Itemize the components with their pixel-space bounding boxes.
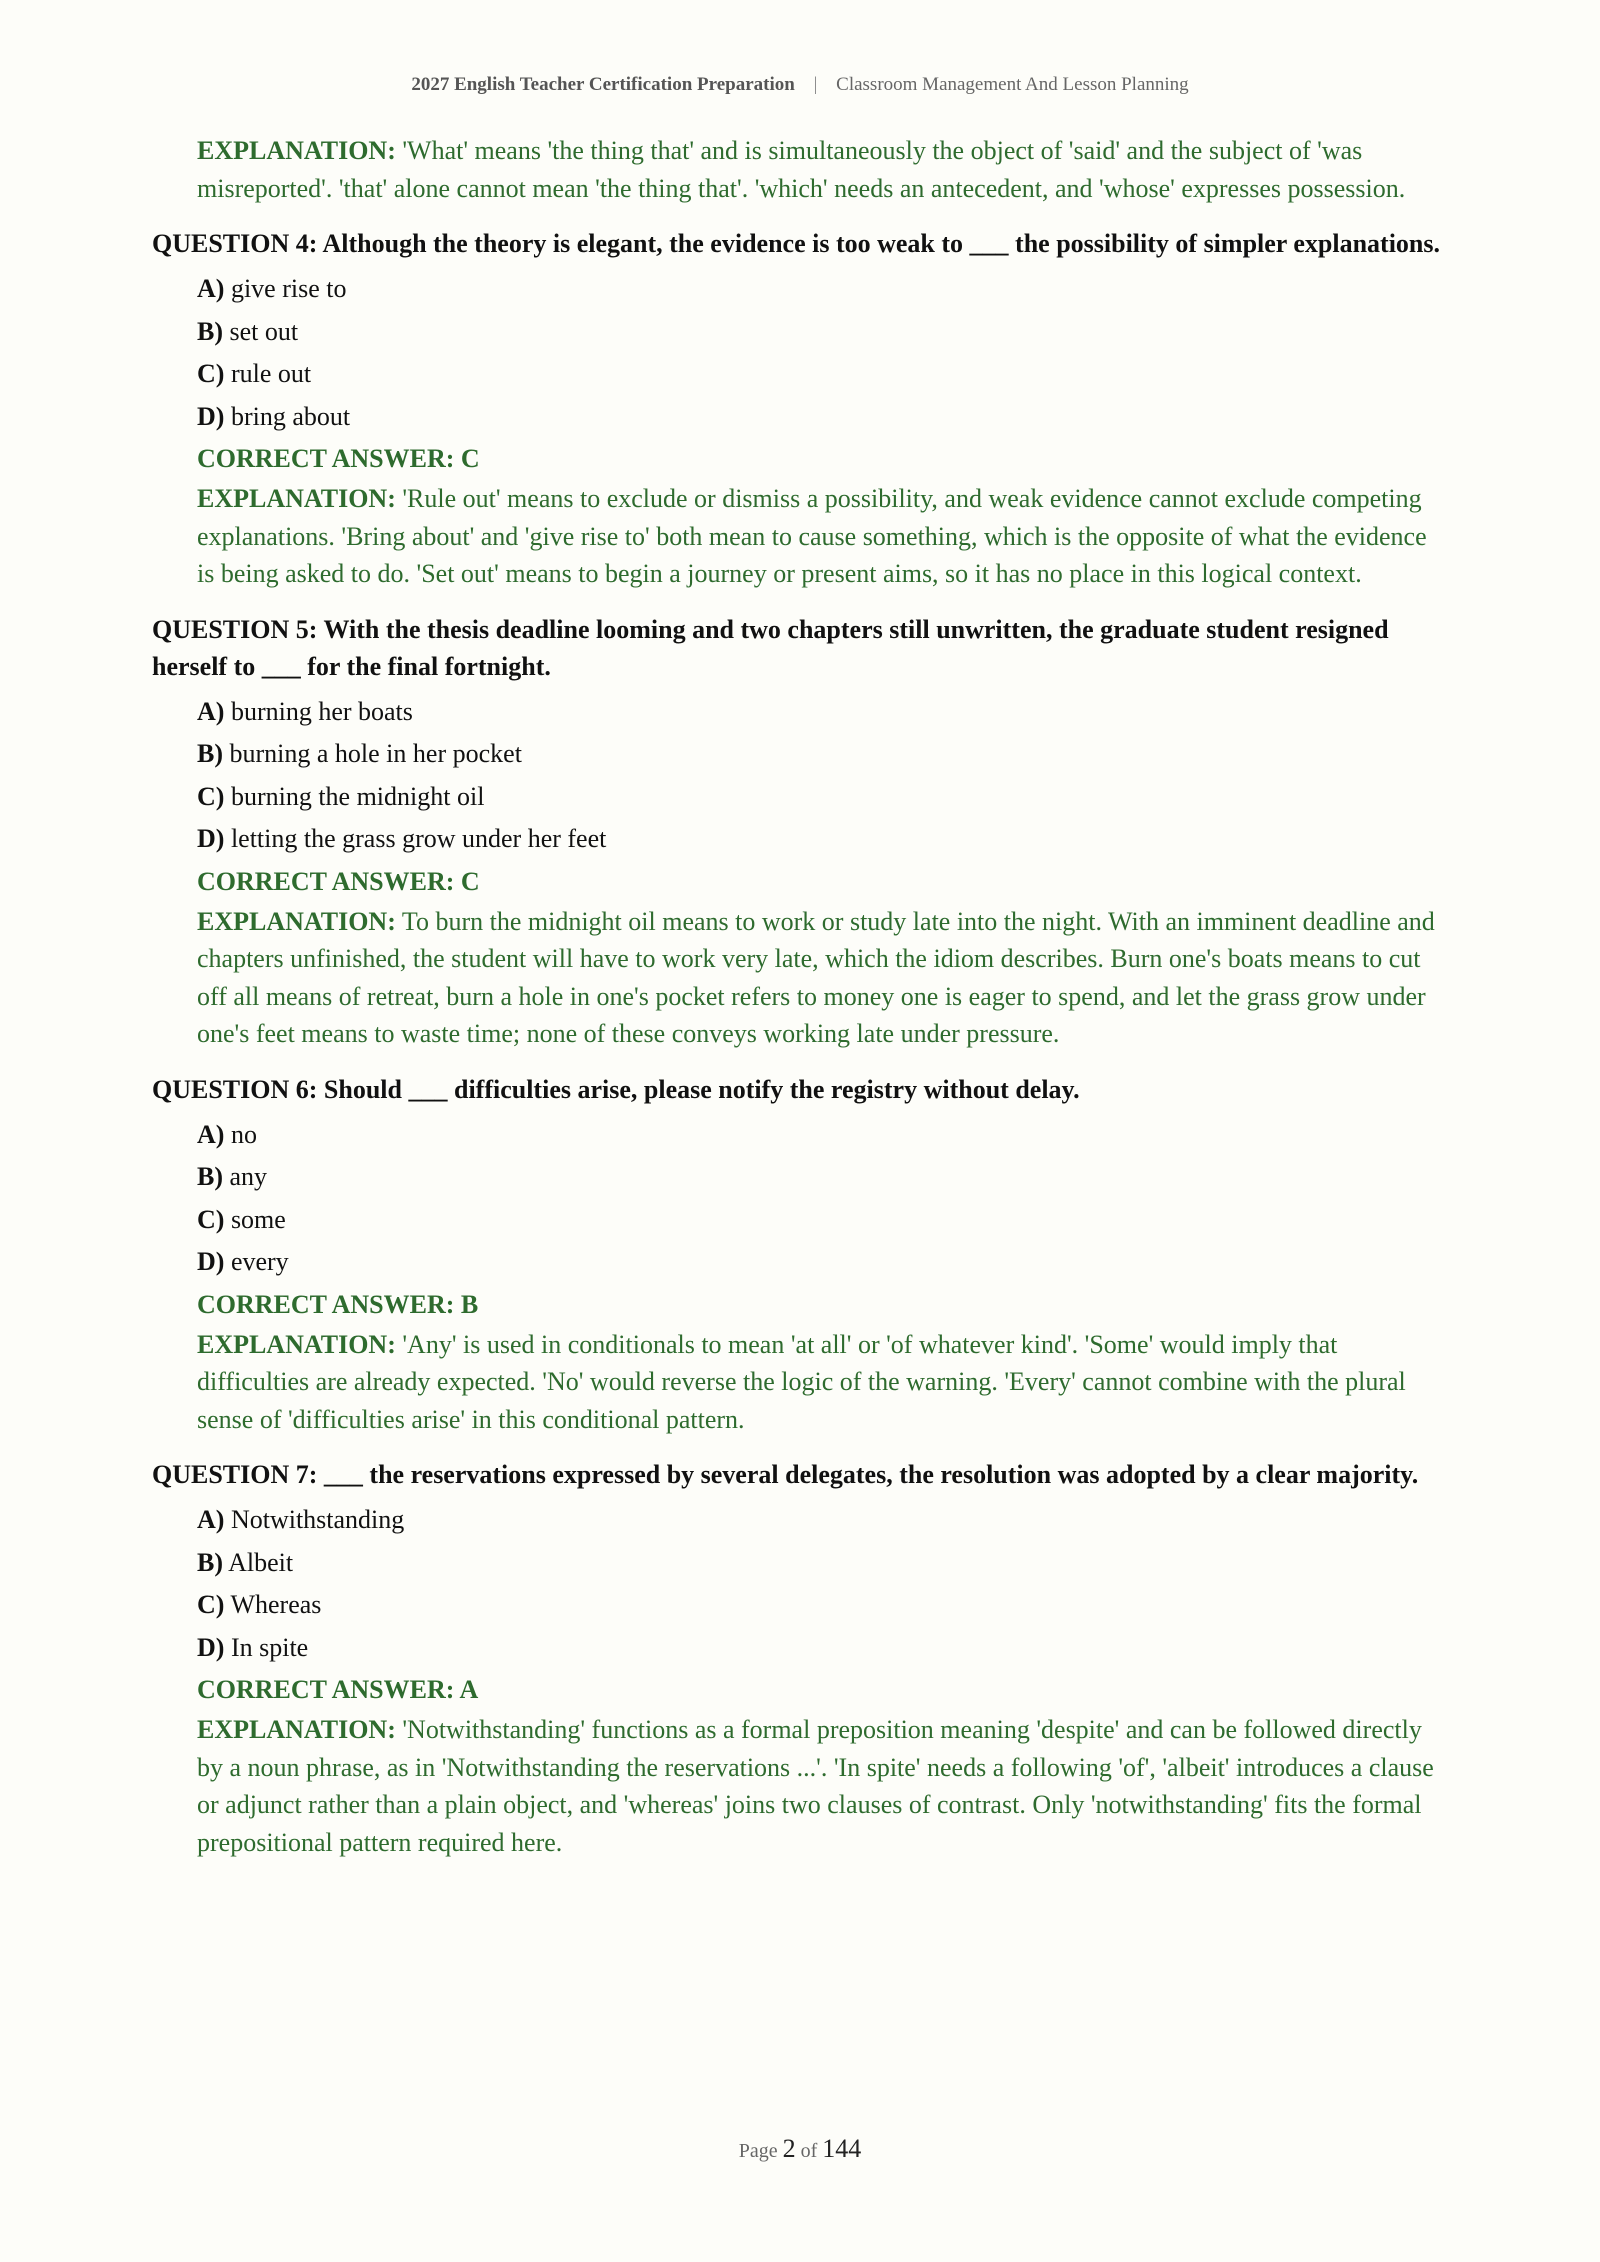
answer-option	[197, 1241, 1442, 1284]
page-footer	[0, 2134, 1600, 2164]
correct-answer-label: CORRECT ANSWER:	[197, 1289, 455, 1319]
answer-option	[197, 1114, 1442, 1157]
explanation	[197, 480, 1442, 593]
explanation	[197, 903, 1442, 1053]
option-letter: B)	[197, 1162, 223, 1191]
option-text: burning her boats	[230, 696, 413, 726]
page-content	[152, 132, 1442, 1861]
option-letter: A)	[197, 696, 225, 726]
option-letter: A)	[197, 274, 225, 303]
option-text: set out	[229, 316, 299, 346]
option-letter: C)	[197, 781, 225, 811]
question-block	[152, 1071, 1442, 1439]
carryover-explanation	[197, 132, 1442, 207]
answer-option	[197, 776, 1442, 819]
correct-answer-value: C	[460, 444, 480, 473]
correct-answer	[197, 1669, 1442, 1711]
option-text: Whereas	[230, 1590, 322, 1619]
answer-option	[197, 1584, 1442, 1627]
page-word: Page	[738, 2140, 778, 2162]
option-letter: C)	[197, 1590, 225, 1619]
answer-option	[197, 1499, 1442, 1542]
option-letter: C)	[197, 1204, 225, 1234]
option-text: bring about	[230, 401, 351, 431]
explanation-text: 'Notwithstanding' functions as a formal preposition meaning 'despite' and can be followed directly by a noun phrase, as in 'Notwithstanding the reservations ...'. 'In spite' needs a following 'of', 'albeit' introduces a clause or adjunct rather than a plain object, and 'whereas' joins two clauses of contrast. Only 'notwithstanding' fits the formal prepositional pattern required here.	[197, 1715, 1434, 1857]
option-text: Notwithstanding	[230, 1505, 405, 1534]
option-letter: D)	[197, 1632, 225, 1662]
answer-option	[197, 733, 1442, 776]
explanation-label: EXPLANATION:	[197, 484, 396, 513]
explanation-text: To burn the midnight oil means to work or study late into the night. With an imminent deadline and chapters unfinished, the student will have to work very late, which the idiom describes. Burn one's boats means to cut off all means of retreat, burn a hole in one's pocket refers to money one is eager to spend, and let the grass grow under one's feet means to waste time; none of these conveys working late under pressure.	[197, 906, 1435, 1048]
header-separator: |	[813, 74, 818, 95]
answer-option	[197, 1156, 1442, 1199]
question-list	[152, 225, 1442, 1861]
correct-answer	[197, 861, 1442, 903]
correct-answer-label: CORRECT ANSWER:	[197, 444, 455, 473]
correct-answer-value: A	[459, 1675, 479, 1704]
page-number: 2	[782, 2134, 796, 2163]
explanation-label: EXPLANATION:	[197, 136, 396, 165]
answer-option	[197, 691, 1442, 734]
explanation-label: EXPLANATION:	[197, 1329, 396, 1359]
option-letter: D)	[197, 1247, 225, 1276]
document-title: 2027 English Teacher Certification Preparation	[411, 74, 795, 95]
option-letter: D)	[197, 824, 225, 853]
explanation-label: EXPLANATION:	[197, 1715, 396, 1744]
option-text: In spite	[230, 1632, 309, 1662]
option-text: burning the midnight oil	[230, 781, 485, 811]
explanation-label: EXPLANATION:	[197, 906, 396, 936]
option-letter: A)	[197, 1505, 225, 1534]
option-text: some	[230, 1204, 286, 1234]
option-text: burning a hole in her pocket	[229, 739, 522, 768]
answer-option	[197, 311, 1442, 354]
option-text: give rise to	[230, 274, 347, 303]
correct-answer-label: CORRECT ANSWER:	[197, 866, 455, 896]
option-letter: A)	[197, 1119, 225, 1149]
document-subtitle: Classroom Management And Lesson Planning	[836, 74, 1189, 95]
question-text: QUESTION 5: With the thesis deadline looming and two chapters still unwritten, the graduate student resigned herself to ___ for the final fortnight.	[152, 614, 1389, 681]
answer-option	[197, 1199, 1442, 1242]
correct-answer-value: B	[460, 1289, 479, 1319]
option-text: Albeit	[228, 1547, 294, 1577]
option-letter: D)	[197, 401, 225, 431]
option-text: rule out	[230, 359, 312, 388]
explanation	[197, 1326, 1442, 1439]
question-text: QUESTION 7: ___ the reservations expressed by several delegates, the resolution was adopted by a clear majority.	[152, 1460, 1419, 1489]
correct-answer-label: CORRECT ANSWER:	[197, 1675, 455, 1704]
page-header	[0, 74, 1600, 96]
option-text: no	[230, 1119, 257, 1149]
correct-answer	[197, 1284, 1442, 1326]
total-pages: 144	[822, 2134, 862, 2163]
question-text: QUESTION 4: Although the theory is elegant, the evidence is too weak to ___ the possibility of simpler explanations.	[152, 229, 1441, 258]
of-word: of	[800, 2140, 818, 2162]
answer-option	[197, 353, 1442, 396]
question-block	[152, 1456, 1442, 1861]
answer-option	[197, 1542, 1442, 1585]
explanation-text: 'What' means 'the thing that' and is simultaneously the object of 'said' and the subject of 'was misreported'. 'that' alone cannot mean 'the thing that'. 'which' needs an antecedent, and 'whose' expresses possession.	[197, 136, 1406, 203]
answer-option	[197, 818, 1442, 861]
option-letter: B)	[197, 316, 223, 346]
explanation-text: 'Rule out' means to exclude or dismiss a possibility, and weak evidence cannot exclude competing explanations. 'Bring about' and 'give rise to' both mean to cause something, which is the opposite of what the evidence is being asked to do. 'Set out' means to begin a journey or present aims, so it has no place in this logical context.	[197, 484, 1427, 588]
answer-option	[197, 1627, 1442, 1670]
option-letter: B)	[197, 739, 223, 768]
option-text: any	[229, 1162, 268, 1191]
option-text: every	[230, 1247, 289, 1276]
explanation	[197, 1711, 1442, 1861]
option-text: letting the grass grow under her feet	[230, 824, 607, 853]
correct-answer-value: C	[460, 866, 480, 896]
option-letter: C)	[197, 359, 225, 388]
question-block	[152, 225, 1442, 593]
explanation-text: 'Any' is used in conditionals to mean 'at all' or 'of whatever kind'. 'Some' would imply that difficulties are already expected. 'No' would reverse the logic of the warning. 'Every' cannot combine with the plural sense of 'difficulties arise' in this conditional pattern.	[197, 1329, 1406, 1434]
answer-option	[197, 396, 1442, 439]
question-block	[152, 611, 1442, 1053]
question-text: QUESTION 6: Should ___ difficulties arise, please notify the registry without delay.	[152, 1074, 1080, 1104]
answer-option	[197, 268, 1442, 311]
correct-answer	[197, 438, 1442, 480]
option-letter: B)	[197, 1547, 223, 1577]
